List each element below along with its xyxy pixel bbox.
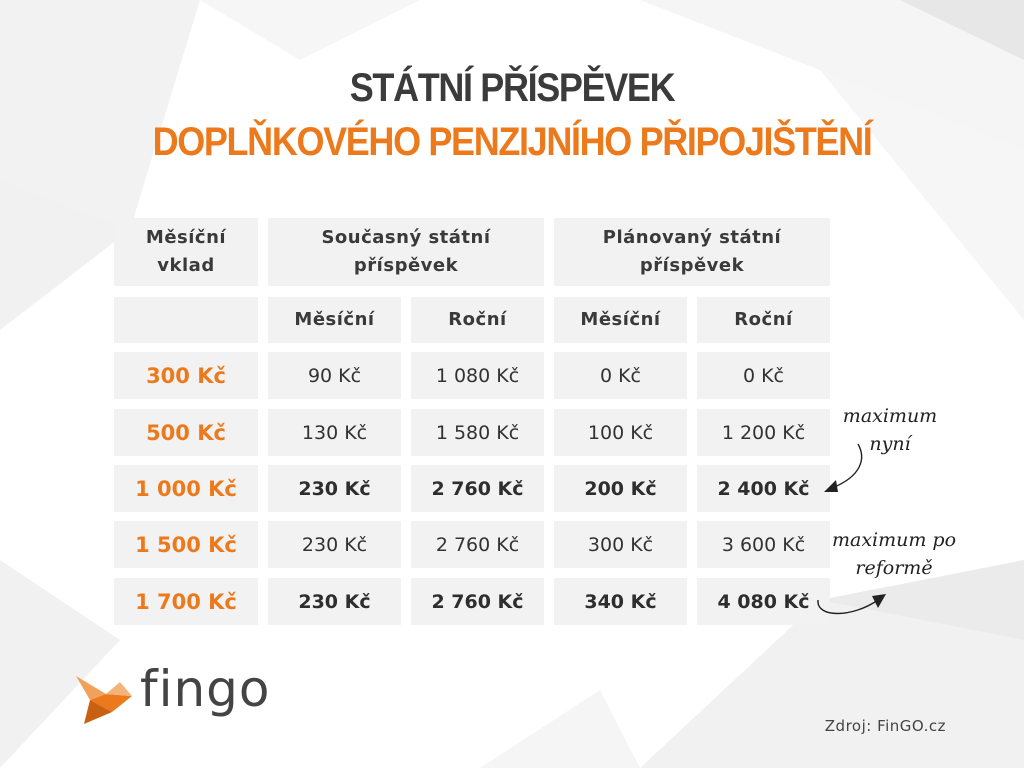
subheader-planned-yearly: Roční <box>697 297 830 343</box>
planned-yearly-cell: 2 400 Kč <box>697 465 830 512</box>
header-monthly-deposit: Měsíční vklad <box>114 218 258 286</box>
header-current-contribution: Současný státní příspěvek <box>268 218 544 286</box>
subheader-empty <box>114 297 258 343</box>
deposit-cell: 500 Kč <box>114 409 258 456</box>
subheader-current-yearly: Roční <box>411 297 544 343</box>
note-maximum-now: maximum nyní <box>842 405 938 455</box>
current-monthly-cell: 230 Kč <box>268 521 401 568</box>
page-title: STÁTNÍ PŘÍSPĚVEK <box>349 66 675 110</box>
arrow-now-icon <box>818 440 868 500</box>
arrow-reform-icon <box>812 588 892 628</box>
header-planned-contribution: Plánovaný státní příspěvek <box>554 218 830 286</box>
current-yearly-cell: 1 580 Kč <box>411 409 544 456</box>
planned-monthly-cell: 100 Kč <box>554 409 687 456</box>
current-monthly-cell: 230 Kč <box>268 578 401 625</box>
planned-yearly-cell: 1 200 Kč <box>697 409 830 456</box>
current-yearly-cell: 1 080 Kč <box>411 352 544 399</box>
planned-monthly-cell: 0 Kč <box>554 352 687 399</box>
planned-yearly-cell: 4 080 Kč <box>697 578 830 625</box>
planned-monthly-cell: 300 Kč <box>554 521 687 568</box>
current-yearly-cell: 2 760 Kč <box>411 521 544 568</box>
note-maximum-reform: maximum po reformě <box>831 529 957 579</box>
subheader-current-monthly: Měsíční <box>268 297 401 343</box>
deposit-cell: 1 500 Kč <box>114 521 258 568</box>
current-monthly-cell: 230 Kč <box>268 465 401 512</box>
deposit-cell: 1 700 Kč <box>114 578 258 625</box>
deposit-cell: 300 Kč <box>114 352 258 399</box>
subheader-planned-monthly: Měsíční <box>554 297 687 343</box>
planned-yearly-cell: 3 600 Kč <box>697 521 830 568</box>
current-yearly-cell: 2 760 Kč <box>411 465 544 512</box>
planned-monthly-cell: 200 Kč <box>554 465 687 512</box>
fingo-logo-icon <box>76 672 136 728</box>
current-yearly-cell: 2 760 Kč <box>411 578 544 625</box>
planned-monthly-cell: 340 Kč <box>554 578 687 625</box>
page-subtitle: DOPLŇKOVÉHO PENZIJNÍHO PŘIPOJIŠTĚNÍ <box>152 120 872 164</box>
deposit-cell: 1 000 Kč <box>114 465 258 512</box>
current-monthly-cell: 90 Kč <box>268 352 401 399</box>
current-monthly-cell: 130 Kč <box>268 409 401 456</box>
source-note: Zdroj: FinGO.cz <box>824 717 946 735</box>
fingo-logo-text: fingo <box>140 660 271 718</box>
planned-yearly-cell: 0 Kč <box>697 352 830 399</box>
